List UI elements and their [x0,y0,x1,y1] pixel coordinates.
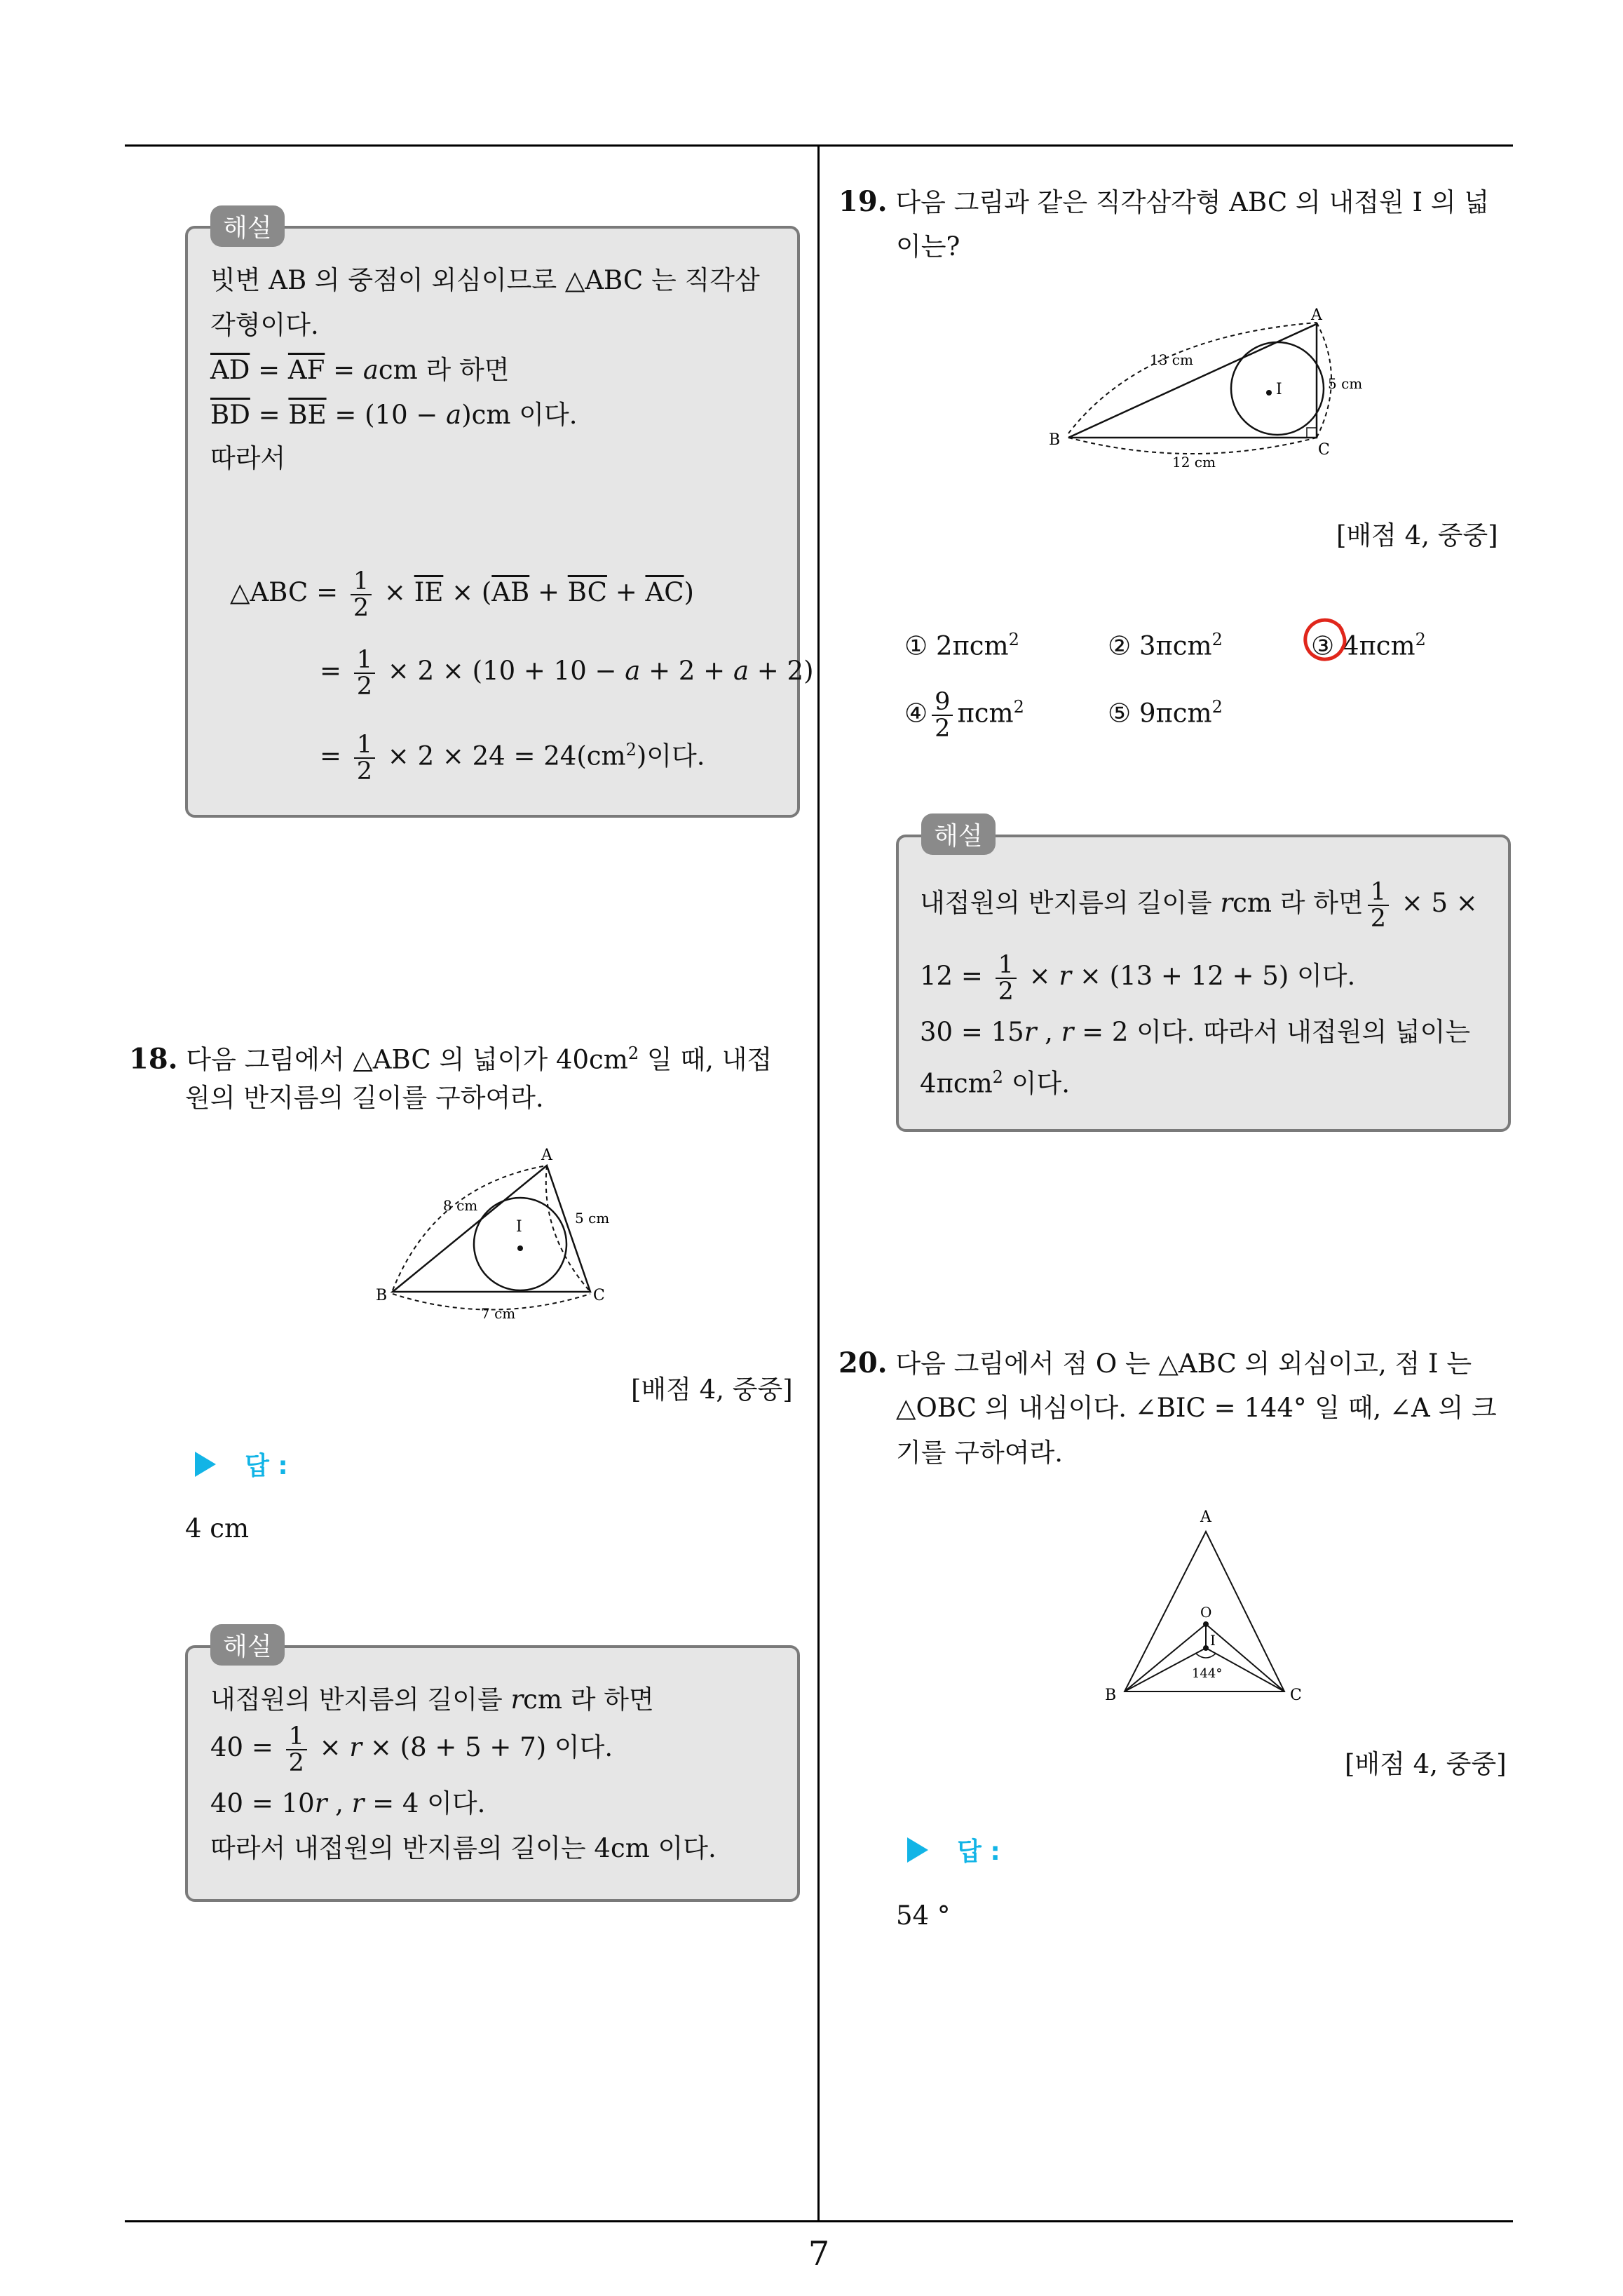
label-a: A [1200,1508,1211,1526]
text: 4πcm [920,1068,993,1099]
superscript: 2 [1211,630,1223,649]
var-r: r [349,1732,362,1762]
var-r: r [314,1788,327,1818]
segment-ad: $\overline{AD}$ [210,355,250,385]
eq: = [250,355,288,385]
denominator: 2 [998,977,1014,1006]
q20-line1 [838,1341,1472,1386]
segment-oc [1206,1624,1284,1691]
text: + 2) [749,656,814,686]
sol17-line2: 각형이다. [210,310,319,340]
text: × 2 × (10 + 10 − [379,656,625,686]
superscript: 2 [1008,630,1019,649]
choice-text: πcm [957,698,1014,729]
text: × (8 + 5 + 7) 이다. [362,1732,613,1762]
sol18-line2 [210,1718,613,1777]
text: × ( [443,577,492,607]
text: 다음 그림과 같은 직각삼각형 ABC 의 내접원 I 의 넓 [895,187,1490,217]
q19-score: [배점 4, 중중] [1336,520,1498,551]
sol18-line1 [210,1677,654,1722]
label-b: B [376,1287,388,1304]
var-a: a [362,355,379,385]
text: = [320,656,350,686]
q18-figure [365,1143,617,1325]
length-ab: 13 cm [1150,351,1193,368]
numerator: 1 [1368,879,1389,906]
choice-mark: ④ [904,698,928,729]
q18-answer: 4 cm [185,1513,250,1544]
text: × [376,577,414,607]
label-b: B [1105,1687,1117,1704]
label-c: C [593,1287,605,1304]
play-arrow-icon [907,1837,928,1863]
solution-19-tag: 해설 [921,813,996,855]
length-bc: 12 cm [1172,454,1216,471]
choice-5[interactable] [1108,684,1223,736]
page-number: 7 [808,2234,830,2274]
label-a: A [541,1147,552,1164]
fraction [354,732,375,784]
angle-label: 144° [1192,1666,1223,1681]
numerator: 1 [351,569,372,595]
text: = 4 이다. [364,1788,486,1818]
superscript: 2 [1415,630,1426,649]
q18-line1 [129,1031,772,1082]
choice-text: 4πcm [1342,630,1415,661]
superscript: 2 [1211,697,1223,717]
sol17-line4 [210,393,577,438]
dashed-arc-ab [1068,323,1317,433]
q20-answer: 54 ° [896,1900,951,1931]
text: ) [684,577,694,607]
incircle [474,1198,566,1290]
var-r: r [1024,1017,1037,1047]
var-a: a [446,400,462,430]
text: 일 때, 내접 [639,1044,773,1075]
segment-be: $\overline{BE}$ [288,400,327,430]
var-r: r [1061,1017,1074,1047]
text: = (10 − [326,400,447,430]
circumcenter-dot [1203,1621,1209,1627]
question-number: 20. [838,1346,888,1379]
q19-line2: 이는? [896,231,960,262]
eq: = [250,400,289,430]
text: 내접원의 반지름의 길이를 [920,888,1221,918]
segment-bc: $\overline{BC}$ [567,577,607,607]
choice-4[interactable] [904,677,1024,743]
sol17-line1: 빗변 AB 의 중점이 외심이므로 △ABC 는 직각삼 [210,265,760,295]
choice-text: 2πcm [935,630,1009,661]
q20-line3: 기를 구하여라. [896,1438,1063,1468]
text: , [327,1788,352,1818]
choice-mark: ① [904,630,928,661]
incenter-dot [1203,1645,1209,1651]
bottom-rule [125,2220,1513,2222]
text: 30 = 15 [920,1017,1024,1047]
sol18-line4: 따라서 내접원의 반지름의 길이는 4cm 이다. [210,1833,717,1863]
text: + [606,577,646,607]
sol17-eq3 [320,718,705,788]
play-arrow-icon [195,1452,216,1477]
sol18-line3 [210,1781,485,1826]
choice-text: 3πcm [1139,630,1212,661]
var-r: r [1059,961,1072,991]
fraction [1368,879,1389,931]
length-ac: 5 cm [1328,375,1363,392]
incenter-dot [1266,390,1272,396]
numerator: 1 [354,732,375,759]
text: cm 라 하면 [523,1684,654,1715]
segment-ab: $\overline{AB}$ [491,577,530,607]
label-c: C [1290,1687,1302,1704]
incenter-dot [517,1245,523,1251]
text: × (13 + 12 + 5) 이다. [1071,961,1356,991]
choice-mark: ② [1108,630,1132,661]
q19-line1 [838,180,1489,225]
label-i: I [1210,1632,1216,1649]
length-ab: 8 cm [443,1197,478,1214]
denominator: 2 [356,672,373,701]
sol19-line3 [920,1010,1470,1055]
text: )이다. [636,741,705,771]
sol19-line4 [920,1055,1070,1106]
question-number: 18. [129,1042,178,1076]
text: = 2 이다. 따라서 내접원의 넓이는 [1073,1017,1471,1047]
angle-arc [1196,1654,1216,1658]
question-number: 19. [838,185,888,218]
sol17-eq1 [230,561,694,624]
q19-figure [1038,295,1381,477]
segment-bd: $\overline{BD}$ [210,400,250,430]
label-o: O [1200,1604,1212,1621]
label-a: A [1311,306,1322,324]
answer-label: 답 : [957,1837,1000,1866]
superscript: 2 [992,1067,1003,1087]
label-c: C [1318,441,1330,459]
label-i: I [516,1218,522,1236]
column-divider [817,144,820,2222]
var-r: r [1220,888,1233,918]
var-r: r [510,1684,524,1715]
q20-line2: △OBC 의 내심이다. ∠BIC = 144° 일 때, ∠A 의 크 [896,1393,1497,1423]
sol19-line2 [920,947,1355,1006]
fraction [354,647,375,699]
text: × [311,1732,350,1762]
denominator: 2 [288,1748,304,1777]
text: 40 = 10 [210,1788,315,1818]
choice-mark: ⑤ [1108,698,1132,729]
superscript: 2 [627,1044,639,1063]
denominator: 2 [1370,904,1386,933]
fraction [996,952,1017,1004]
segment-ie: $\overline{IE}$ [414,577,444,607]
text: 12 = [920,961,991,991]
length-bc: 7 cm [481,1305,516,1322]
text: 40 = [210,1732,282,1762]
q20-score: [배점 4, 중중] [1345,1749,1507,1779]
fraction [351,569,372,621]
text: 내접원의 반지름의 길이를 [210,1684,511,1715]
q18-score: [배점 4, 중중] [631,1375,793,1405]
choice-text: 9πcm [1139,698,1212,729]
choice-2[interactable] [1108,617,1223,668]
label-i: I [1276,381,1282,398]
text: × 2 × 24 = 24(cm [379,741,626,771]
sol17-line5: 따라서 [210,443,286,473]
segment-ob [1125,1624,1206,1691]
text: = [320,741,350,771]
text: , [1036,1017,1061,1047]
q20-answer-row [907,1832,1000,1868]
text: 다음 그림에서 △ABC 의 넓이가 40cm [186,1044,628,1075]
text: × 5 × [1392,888,1478,918]
var-a: a [625,656,641,686]
denominator: 2 [353,593,369,622]
sol17-line3 [210,348,509,393]
right-angle-mark [1307,428,1317,438]
q18-line2: 원의 반지름의 길이를 구하여라. [185,1083,544,1113]
sol17-eq2 [320,640,814,703]
dashed-arc-bc [1068,438,1317,454]
text: cm 라 하면 [378,355,510,385]
text: + 2 + [640,656,733,686]
fraction [286,1724,307,1776]
text: △ABC = [230,577,346,607]
sol19-line1 [920,874,1478,933]
length-ac: 5 cm [575,1210,610,1227]
numerator: 1 [286,1724,307,1750]
q20-figure [1094,1501,1325,1711]
text: 다음 그림에서 점 O 는 △ABC 의 외심이고, 점 I 는 [895,1349,1472,1379]
solution-17-tag: 해설 [210,205,285,247]
superscript: 2 [625,740,637,759]
triangle-abc [393,1166,590,1292]
denominator: 2 [356,757,373,785]
numerator: 1 [354,647,375,674]
answer-label: 답 : [245,1452,288,1480]
superscript: 2 [1013,697,1024,717]
text: 이다. [1003,1068,1070,1099]
eq: = [325,355,363,385]
segment-ac: $\overline{AC}$ [645,577,684,607]
selected-choice-circle-icon [1298,612,1354,668]
text: )cm 이다. [461,400,578,430]
q18-answer-row [195,1446,288,1482]
var-a: a [733,656,749,686]
label-b: B [1049,431,1061,449]
var-r: r [351,1788,365,1818]
text: × [1020,961,1059,991]
red-circle [1305,620,1345,659]
choice-mark: ③ [1311,630,1335,661]
solution-18-tag: 해설 [210,1624,285,1666]
numerator: 1 [996,952,1017,979]
segment-af: $\overline{AF}$ [287,355,325,385]
denominator: 2 [935,714,951,743]
numerator: 9 [932,689,953,716]
text: cm 라 하면 [1232,888,1364,918]
fraction [932,689,953,741]
text: + [529,577,568,607]
choice-1[interactable] [904,617,1019,668]
